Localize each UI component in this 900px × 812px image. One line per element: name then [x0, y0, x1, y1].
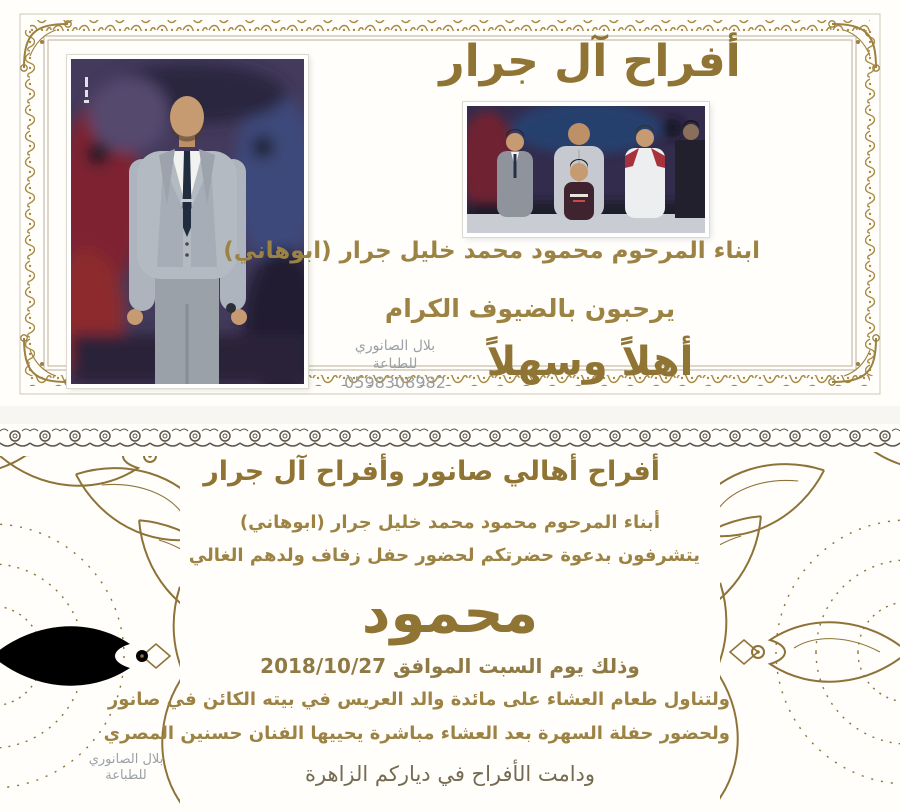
printer-credit-bottom — [66, 752, 186, 785]
printer-name: بلال الصانوري — [88, 752, 164, 767]
greeting-calligraphy: أهلاً وسهلاً — [486, 339, 694, 385]
dinner-line: ولتناول طعام العشاء على مائدة والد العريس في بيته الكائن في صانور — [107, 689, 730, 710]
date-line: وذلك يوم السبت الموافق 2018/10/27 — [260, 654, 640, 678]
party-line: ولحضور حفلة السهرة بعد العشاء مباشرة يحييها الفنان حسنين المصري — [103, 723, 730, 744]
printer-trade: للطباعة — [105, 768, 147, 784]
printer-trade: للطباعة — [372, 355, 418, 372]
groom-portrait-photo — [67, 55, 308, 388]
groom-name-calligraphy: محمود — [361, 580, 539, 646]
closing-calligraphy: ودامت الأفراح في دياركم الزاهرة — [304, 762, 596, 786]
scroll-band-ornament — [0, 427, 900, 449]
family-title-calligraphy: أفراح آل جرار — [439, 35, 741, 87]
family-group-photo — [463, 102, 709, 237]
bottom-header-calligraphy: أفراح أهالي صانور وأفراح آل جرار — [203, 456, 660, 487]
printer-name: بلال الصانوري — [354, 338, 436, 354]
printer-credit-top — [330, 338, 460, 393]
bottom-invite-line: يتشرفون بدعوة حضرتكم لحضور حفل زفاف ولدهم الغالي — [188, 545, 700, 566]
groom-portrait-drawing — [71, 59, 304, 384]
bottom-invitation-card — [0, 424, 900, 812]
top-intro-line: ابناء المرحوم محمود محمد خليل جرار (ابوهاني) — [223, 238, 760, 264]
bottom-intro-line: أبناء المرحوم محمود محمد خليل جرار (ابوهاني) — [239, 512, 660, 533]
family-group-drawing — [467, 106, 705, 233]
arabesque-right-ornament — [720, 452, 900, 812]
printer-phone: 0598308982 — [344, 373, 446, 392]
top-welcome-line: يرحبون بالضيوف الكرام — [384, 294, 676, 323]
